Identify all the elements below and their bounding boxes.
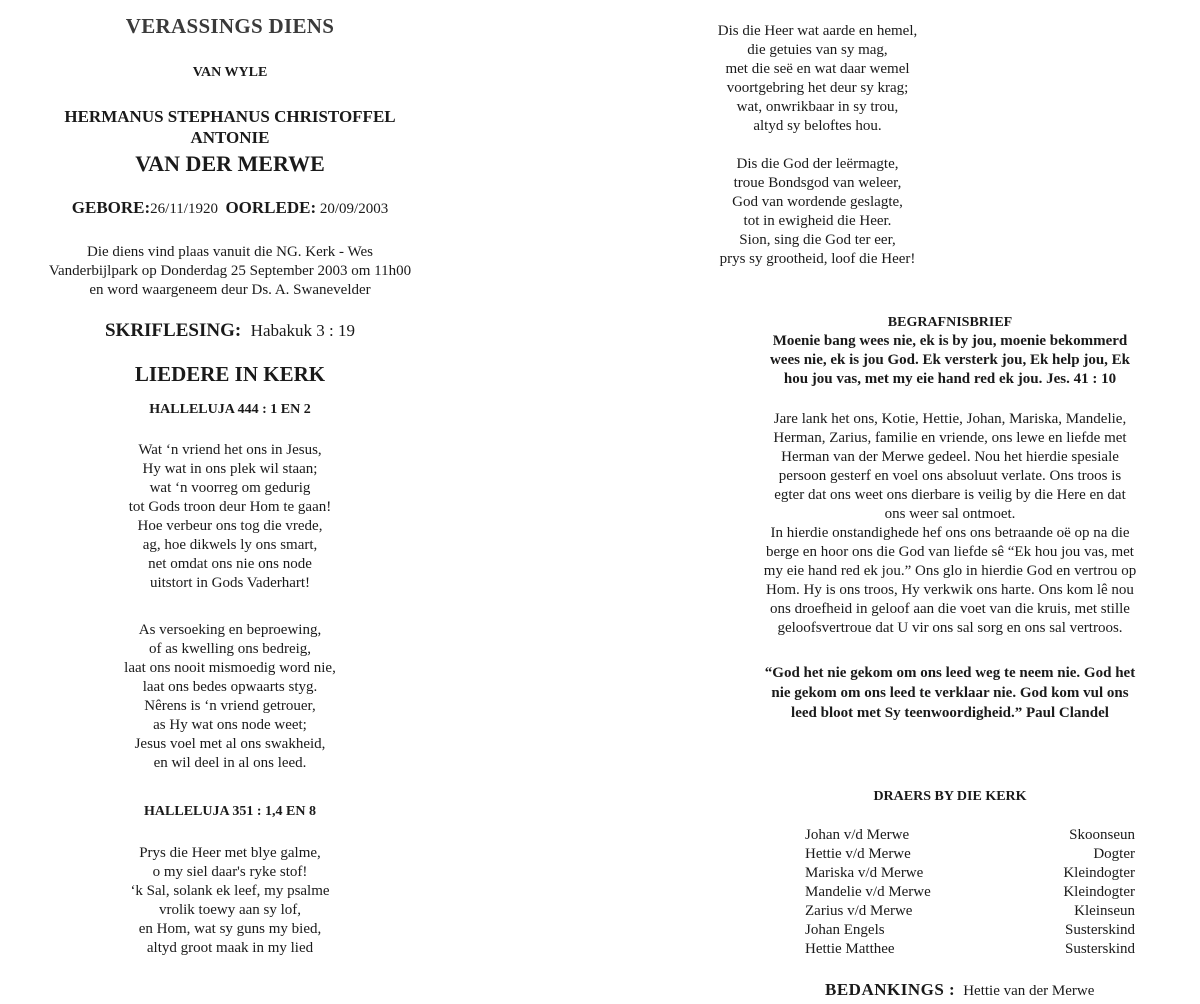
reading-label: SKRIFLESING: bbox=[104, 320, 242, 341]
verse-line: of as kwelling ons bedreig, bbox=[148, 641, 312, 657]
quote-line: leed bloot met Sy teenwoordigheid.” Paul Clandel bbox=[791, 705, 1109, 721]
bearer-relation: Kleindogter bbox=[1063, 884, 1135, 900]
bearer-row bbox=[805, 940, 1135, 959]
bearer-row bbox=[805, 902, 1135, 921]
bearer-relation: Kleinseun bbox=[1074, 903, 1135, 919]
hymn2-title: HALLELUJA 351 : 1,4 EN 8 bbox=[144, 804, 316, 819]
document-title: VERASSINGS DIENS bbox=[125, 14, 335, 38]
verse-line: vrolik toewy aan sy lof, bbox=[158, 902, 302, 918]
verse-line: Nêrens is ‘n vriend getrouer, bbox=[144, 698, 316, 714]
service-info bbox=[0, 243, 460, 300]
bearer-relation: Skoonseun bbox=[1069, 827, 1135, 843]
verse-line: die getuies van sy mag, bbox=[747, 42, 888, 58]
hymn1-verse1 bbox=[0, 441, 460, 593]
verse-line: tot Gods troon deur Hom te gaan! bbox=[128, 499, 332, 515]
verse-line: ag, hoe dikwels ly ons smart, bbox=[142, 537, 318, 553]
verse-line: Sion, sing die God ter eer, bbox=[739, 232, 896, 248]
verse-line: Hoe verbeur ons tog die vrede, bbox=[137, 518, 323, 534]
bearers-heading: DRAERS BY DIE KERK bbox=[873, 789, 1027, 804]
hymn1-title: HALLELUJA 444 : 1 EN 2 bbox=[149, 402, 311, 417]
letter-line: egter dat ons weet ons dierbare is veilig by die Here en dat bbox=[774, 487, 1126, 503]
songs-heading: LIEDERE IN KERK bbox=[134, 362, 326, 386]
deceased-surname: VAN DER MERWE bbox=[135, 151, 325, 176]
bearer-name: Hettie v/d Merwe bbox=[805, 846, 911, 862]
verse-line: tot in ewigheid die Heer. bbox=[743, 213, 892, 229]
born-label: GEBORE: bbox=[71, 198, 151, 217]
thanks-label: BEDANKINGS : bbox=[825, 980, 956, 999]
verse-line: prys sy grootheid, loof die Heer! bbox=[719, 251, 916, 267]
verse-line: Dis die God der leërmagte, bbox=[736, 156, 899, 172]
hymn2-verse1 bbox=[0, 844, 460, 958]
letter-line: Herman, Zarius, familie en vriende, ons lewe en liefde met bbox=[773, 430, 1127, 446]
quote-line: “God het nie gekom om ons leed weg te neem nie. God het bbox=[764, 665, 1136, 681]
bearer-name: Zarius v/d Merwe bbox=[805, 903, 913, 919]
letter-line: berge en hoor ons die God van liefde sê “Ek hou jou vas, met bbox=[766, 544, 1134, 560]
letter-line: persoon gesterf en voel ons absoluut verlate. Ons troos is bbox=[778, 468, 1122, 484]
verse-line: laat ons nooit mismoedig word nie, bbox=[124, 660, 336, 676]
letter-line: Hom. Hy is ons troos, Hy verkwik ons harte. Ons kom lê nou bbox=[766, 582, 1134, 598]
late-label: VAN WYLE bbox=[192, 65, 268, 80]
verse-line: wat ‘n voorreg om gedurig bbox=[149, 480, 311, 496]
letter-body bbox=[715, 410, 1185, 638]
bearer-name: Mariska v/d Merwe bbox=[805, 865, 924, 881]
verse-line: troue Bondsgod van weleer, bbox=[733, 175, 902, 191]
dates-line bbox=[0, 198, 460, 218]
verse-line: en wil deel in al ons leed. bbox=[153, 755, 307, 771]
bearers-list bbox=[805, 826, 1135, 959]
bearer-row bbox=[805, 864, 1135, 883]
died-date: 20/09/2003 bbox=[319, 201, 389, 217]
verse-line: altyd groot maak in my lied bbox=[146, 940, 314, 956]
bearer-name: Johan v/d Merwe bbox=[805, 827, 910, 843]
bearer-name: Johan Engels bbox=[805, 922, 885, 938]
letter-line: ons droefheid in geloof aan die voet van die kruis, met stille bbox=[770, 601, 1130, 617]
verse-line: Wat ‘n vriend het ons in Jesus, bbox=[138, 442, 322, 458]
letter-line: ons weer sal ontmoet. bbox=[884, 506, 1016, 522]
closing-quote bbox=[715, 663, 1185, 723]
letter-line: my eie hand red ek jou.” Ons glo in hierdie God en vertrou op bbox=[763, 563, 1137, 579]
verse-line: Hy wat in ons plek wil staan; bbox=[142, 461, 318, 477]
verse-line: altyd sy beloftes hou. bbox=[753, 118, 882, 134]
verse-line: uitstort in Gods Vaderhart! bbox=[149, 575, 311, 591]
letter-line: geloofsvertroue dat U vir ons sal sorg en ons sal vertroos. bbox=[777, 620, 1123, 636]
letter-verse-line: wees nie, ek is jou God. Ek versterk jou, Ek help jou, Ek bbox=[769, 352, 1131, 368]
verse-line: Prys die Heer met blye galme, bbox=[139, 845, 321, 861]
verse-line: Dis die Heer wat aarde en hemel, bbox=[717, 23, 918, 39]
verse-line: net omdat ons nie ons node bbox=[148, 556, 312, 572]
bearer-name: Mandelie v/d Merwe bbox=[805, 884, 931, 900]
bearer-row bbox=[805, 826, 1135, 845]
verse-line: God van wordende geslagte, bbox=[732, 194, 903, 210]
scripture-reading bbox=[0, 320, 460, 342]
reading-reference: Habakuk 3 : 19 bbox=[250, 321, 356, 340]
verse-line: as Hy wat ons node weet; bbox=[153, 717, 307, 733]
verse-line: Jesus voel met al ons swakheid, bbox=[134, 736, 326, 752]
verse-line: As versoeking en beproewing, bbox=[138, 622, 322, 638]
bearer-row bbox=[805, 845, 1135, 864]
service-line: Die diens vind plaas vanuit die NG. Kerk - Wes bbox=[87, 244, 373, 260]
service-line: Vanderbijlpark op Donderdag 25 September 2003 om 11h00 bbox=[48, 263, 412, 279]
bearer-row bbox=[805, 883, 1135, 902]
letter-verse-line: hou jou vas, met my eie hand red ek jou. Jes. 41 : 10 bbox=[783, 371, 1117, 387]
bearer-relation: Susterskind bbox=[1064, 941, 1135, 957]
letter-verse-line: Moenie bang wees nie, ek is by jou, moenie bekommerd bbox=[772, 333, 1128, 349]
deceased-name-line1: HERMANUS STEPHANUS CHRISTOFFEL bbox=[64, 107, 396, 126]
verse-line: en Hom, wat sy guns my bied, bbox=[138, 921, 322, 937]
quote-line: nie gekom om ons leed te verklaar nie. God kom vul ons bbox=[771, 685, 1129, 701]
hymn2-verse2 bbox=[595, 22, 1040, 136]
hymn2-verse3 bbox=[595, 155, 1040, 269]
acknowledgements-line bbox=[825, 980, 1200, 1000]
hymn1-verse2 bbox=[0, 621, 460, 773]
verse-line: voortgebring het deur sy krag; bbox=[726, 80, 909, 96]
verse-line: o my siel daar's ryke stof! bbox=[152, 864, 308, 880]
deceased-name-line2: ANTONIE bbox=[190, 128, 270, 147]
letter-heading: BEGRAFNISBRIEF bbox=[887, 315, 1013, 330]
verse-line: met die seë en wat daar wemel bbox=[725, 61, 910, 77]
bearer-name: Hettie Matthee bbox=[805, 941, 895, 957]
thanks-name: Hettie van der Merwe bbox=[963, 983, 1095, 999]
bearer-row bbox=[805, 921, 1135, 940]
letter-line: Jare lank het ons, Kotie, Hettie, Johan, Mariska, Mandelie, bbox=[773, 411, 1127, 427]
service-line: en word waargeneem deur Ds. A. Swanevelder bbox=[89, 282, 371, 298]
verse-line: ‘k Sal, solank ek leef, my psalme bbox=[130, 883, 330, 899]
letter-line: In hierdie onstandighede hef ons ons betraande oë op na die bbox=[770, 525, 1130, 541]
letter-line: Herman van der Merwe gedeel. Nou het hierdie spesiale bbox=[781, 449, 1119, 465]
verse-line: wat, onwrikbaar in sy trou, bbox=[736, 99, 899, 115]
bearer-relation: Dogter bbox=[1093, 846, 1135, 862]
letter-verse bbox=[715, 332, 1185, 389]
verse-line: laat ons bedes opwaarts styg. bbox=[142, 679, 318, 695]
born-date: 26/11/1920 bbox=[150, 201, 218, 217]
bearer-relation: Kleindogter bbox=[1063, 865, 1135, 881]
bearer-relation: Susterskind bbox=[1064, 922, 1135, 938]
died-label: OORLEDE: bbox=[225, 198, 317, 217]
